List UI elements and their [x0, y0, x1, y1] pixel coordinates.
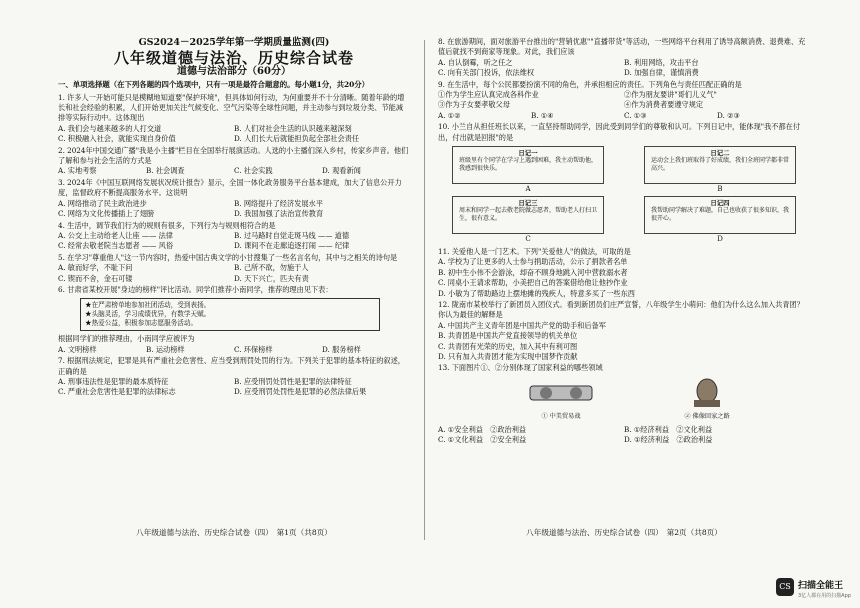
diary-cell	[452, 146, 604, 194]
question-stem: 1. 许多人一开始可能只是模糊地知道要"保护环境"，但具体如何行动，为何重要并不十分清晰。随着年龄的增长和社会经验的积累，人们开始更加关注气候变化、空气污染等全球性问题，并主动参与到垃圾分类、节能减排等实际行动中。这体现出	[58, 92, 405, 123]
question-item	[58, 93, 410, 145]
diary-box	[452, 196, 604, 234]
section-heading: 一、单项选择题（在下列各题的四个选项中，只有一项是最符合题意的。每小题1分，共20分）	[58, 80, 370, 90]
question-stem: 5. 在学习"尊重他人"这一节内容时，热爱中国古典文学的小甘搜集了一些名言名句，其中与之相关的诗句是	[58, 252, 398, 262]
diary-cell	[644, 196, 796, 244]
option-row	[58, 124, 410, 145]
option: B. 网络提升了经济发展水平	[234, 198, 323, 208]
option: A. 学校为了让更多的人士参与捐助活动，公示了捐款者名单	[438, 257, 628, 267]
option-row	[58, 263, 410, 284]
option: B. 己所不欲，勿施于人	[234, 263, 309, 273]
option: D. ①经济利益 ②政治利益	[624, 434, 713, 444]
option: A. 网络推动了民主政治进步	[58, 198, 147, 208]
diary-option-label: D	[717, 235, 723, 244]
option: A. 我们会与越来越多的人打交道	[58, 123, 162, 133]
option: B. 应受刑罚处罚性是犯罪的法律特征	[234, 376, 352, 386]
option: D. 天下兴亡，匹夫有责	[234, 273, 309, 283]
option: A. 刑事违法性是犯罪的最本质特征	[58, 376, 169, 386]
diary-box	[644, 196, 796, 234]
option: C. 社会实践	[234, 166, 273, 176]
option: A. 实地考察	[58, 166, 97, 176]
option: B. 运动榜样	[146, 344, 185, 354]
option: A. ①安全利益 ②政治利益	[438, 424, 527, 434]
option: A. 自认倒霉，听之任之	[438, 57, 513, 67]
left-column	[58, 36, 410, 398]
option: C. 锲而不舍，金石可镂	[58, 273, 133, 283]
question-stem: 13. 下面图片①、②分别体现了国家利益的哪些领域	[438, 363, 603, 373]
footer-left: 八年级道德与法治、历史综合试卷（四） 第1页（共8页）	[136, 528, 332, 537]
exam-title: 八年级道德与法治、历史综合试卷	[113, 49, 354, 68]
option: A. 中国共产主义青年团是中国共产党的助手和后备军	[438, 320, 606, 330]
option-row	[58, 377, 410, 398]
option: B. 社会调查	[146, 166, 185, 176]
question-stem: 7. 根据刑法规定，犯罪是具有严重社会危害性、应当受到刑罚处罚的行为。下列关于犯罪的基本特征的叙述，正确的是	[58, 356, 405, 376]
option: D. 观看新闻	[322, 166, 361, 176]
option: C. 环保榜样	[234, 344, 273, 354]
diary-option-label: C	[525, 235, 531, 244]
option: A. 敏而好学，不耻下问	[58, 263, 133, 273]
scanner-brand: 扫描全能王	[798, 581, 844, 591]
reason-line: ★头脑灵活，学习成绩优异，有数学天赋。	[85, 310, 211, 319]
diary-box	[644, 146, 796, 184]
option: C. 积极融入社会，就能实现自身价值	[58, 134, 176, 144]
option-row	[438, 425, 810, 446]
exam-subtitle: GS2024－2025学年第一学期质量监测(四)	[138, 37, 330, 48]
diary-grid	[452, 146, 796, 245]
scanner-logo-icon: CS	[776, 578, 794, 596]
buddha-statue-picture-icon	[672, 378, 742, 408]
reason-line: ★在严肃榜单地参加社团活动，受到表扬。	[85, 301, 211, 310]
question-item	[58, 146, 410, 177]
option: A. 公交上主动给老人让座 —— 法律	[58, 230, 173, 240]
option: C. 网络为文化传播插上了翅膀	[58, 209, 155, 219]
option-row	[58, 231, 410, 252]
trade-war-picture-icon	[526, 378, 596, 408]
image-caption: ② 佛像回家之路	[684, 413, 730, 421]
statement: ③作为子女要孝敬父母	[438, 100, 510, 110]
option: C. 经常去敬老院当志愿者 —— 风俗	[58, 241, 174, 251]
image-row	[488, 378, 780, 423]
option: B. 初中生小伟不会游泳，却奋不顾身地跳入河中营救溺水者	[438, 267, 628, 277]
scanner-brand-sub: 3亿人都在用的扫描App	[798, 593, 851, 599]
option: C. 同桌小王请求帮助，小美把自己的答案借给他让他抄作业	[438, 278, 628, 288]
option: C. ①文化利益 ②安全利益	[438, 434, 527, 444]
image-caption: ① 中美贸易战	[541, 413, 581, 421]
question-stem: 11. 关爱他人是一门艺术。下列"关爱他人"的做法，可取的是	[438, 246, 631, 256]
diary-cell	[452, 196, 604, 244]
option: D. 小敏为了帮助路边上摆地摊的残疾人，特意多买了一些东西	[438, 288, 635, 298]
diary-title: 日记三	[518, 199, 538, 208]
question-item	[438, 300, 810, 362]
statement: ②作为朋友要讲"哥们儿义气"	[624, 90, 717, 100]
question-stem: 10. 小兰自从担任班长以来，一直坚持帮助同学，因此受到同学们的尊敬和认可。下列日记中，能体现"我不都在付出，付出就是回报"的是	[438, 122, 801, 142]
option: A. 文明榜样	[58, 344, 97, 354]
part-title: 道德与法治部分（60分）	[177, 65, 291, 77]
option-row	[58, 345, 410, 355]
statement: ①作为学生应认真完成各科作业	[438, 90, 539, 100]
diary-cell	[644, 146, 796, 194]
question-item	[58, 356, 410, 398]
question-list-right	[438, 37, 810, 445]
option: B. 利用网络，攻击平台	[624, 57, 699, 67]
option-row	[58, 199, 410, 220]
diary-option-label: B	[717, 185, 723, 194]
diary-title: 日记一	[518, 149, 538, 158]
option: C. 共青团有光荣的历史，加入其中有利可图	[438, 341, 578, 351]
diary-text: 运动会上我们班取得了好成绩，我们全班同学都非常高兴。	[651, 157, 790, 173]
option-row	[438, 58, 810, 79]
option: C. 向有关部门投诉，依法维权	[438, 68, 535, 78]
option: D. ②③	[717, 110, 740, 120]
option: D. 加强自律，谨慎消费	[624, 68, 699, 78]
option: C. ①③	[624, 110, 647, 120]
option: D. 人们长大后就能担负起全部社会责任	[234, 134, 360, 144]
reason-line: ★热爱公益，积极参加志愿服务活动。	[85, 319, 198, 328]
diary-title: 日记四	[710, 199, 730, 208]
question-stem: 12. 陇南市某校举行了新团员入团仪式。看到新团员们庄严宣誓，八年级学生小萌问：他们为什么这么加入共青团？你认为最佳的解释是	[438, 299, 804, 320]
footer-right: 八年级道德与法治、历史综合试卷（四） 第2页（共8页）	[526, 528, 722, 537]
question-list-left	[58, 93, 410, 398]
question-item	[58, 285, 410, 355]
question-stem: 2. 2024年中国交通广播"我是小主播"栏目在全国举行展演活动。人选的小主播们深入乡村，传家乡声音。他们了解和参与社会生活的方式是	[58, 145, 409, 166]
question-stem: 8. 在旅游期间，面对旅游平台推出的"营销优惠""直播带货"等活动，一些网络平台利用了诱导高额消费、退费难、充值后就找不到商家等现象。对此，我们应该	[438, 37, 806, 57]
option-row	[438, 111, 810, 121]
statement: ④作为消费者要遵守规定	[624, 100, 704, 110]
diary-text: 班级里有个同学在学习上遇到困难，我主动帮助他，我感到很快乐。	[459, 157, 598, 173]
option: B. ①经济利益 ②文化利益	[624, 424, 713, 434]
diary-text: 我帮助同学解决了难题，自己也收获了很多知识，我很开心。	[651, 207, 790, 223]
image-item	[672, 378, 742, 423]
statement-list	[438, 90, 810, 111]
question-stem: 4. 生活中，调节我们行为的规则有很多，下列行为与规则相符合的是	[58, 220, 276, 230]
option: A. ①②	[438, 110, 461, 120]
option-row	[58, 166, 410, 176]
question-item	[58, 253, 410, 284]
option: B. 过马路时自觉走斑马线 —— 道德	[234, 230, 350, 240]
option: D. 课间不在走廊追逐打闹 —— 纪律	[234, 241, 350, 251]
option: B. 共青团是中国共产党直接领导的机关单位	[438, 331, 578, 341]
option: D. 只有加入共青团才能为实现中国梦作贡献	[438, 351, 578, 361]
question-stem-cont: 根据同学们的推荐理由，小南同学应被评为	[58, 334, 195, 344]
option: D. 服务榜样	[322, 344, 361, 354]
option: C. 严重社会危害性是犯罪的法律标志	[58, 387, 176, 397]
option: B. ①④	[531, 110, 554, 120]
diary-text: 周末和同学一起去敬老院做志愿者，帮助老人打扫卫生，很有意义。	[459, 207, 598, 223]
option: B. 人们对社会生活的认识越来越深刻	[234, 123, 352, 133]
question-item	[58, 221, 410, 252]
question-item	[438, 80, 810, 122]
question-stem: 9. 在生活中，每个公民都要扮演不同的角色，并承担相应的责任。下列角色与责任匹配正确的是	[438, 79, 742, 89]
image-item	[526, 378, 596, 423]
diary-box	[452, 146, 604, 184]
column-divider	[424, 40, 425, 540]
question-item	[438, 363, 810, 445]
question-item	[438, 37, 810, 79]
question-stem: 6. 甘肃省某校开展"身边的榜样"评比活动。同学们推荐小南同学，推荐的理由见下表：	[58, 284, 333, 294]
question-item	[438, 247, 810, 299]
question-item	[58, 178, 410, 220]
diary-option-label: A	[525, 185, 531, 194]
diary-title: 日记二	[710, 149, 730, 158]
question-item	[438, 122, 810, 245]
right-column	[438, 36, 810, 445]
reason-table	[80, 298, 380, 331]
question-stem: 3. 2024年《中国互联网络发展状况统计报告》显示，全国一体化政务服务平台基本建成，加大了信息公开力度，监督政府不断提高服务水平。这说明	[58, 177, 402, 198]
option: D. 应受刑罚处罚性是犯罪的必然法律后果	[234, 387, 367, 397]
option: D. 我国加强了法治宣传教育	[234, 209, 324, 219]
